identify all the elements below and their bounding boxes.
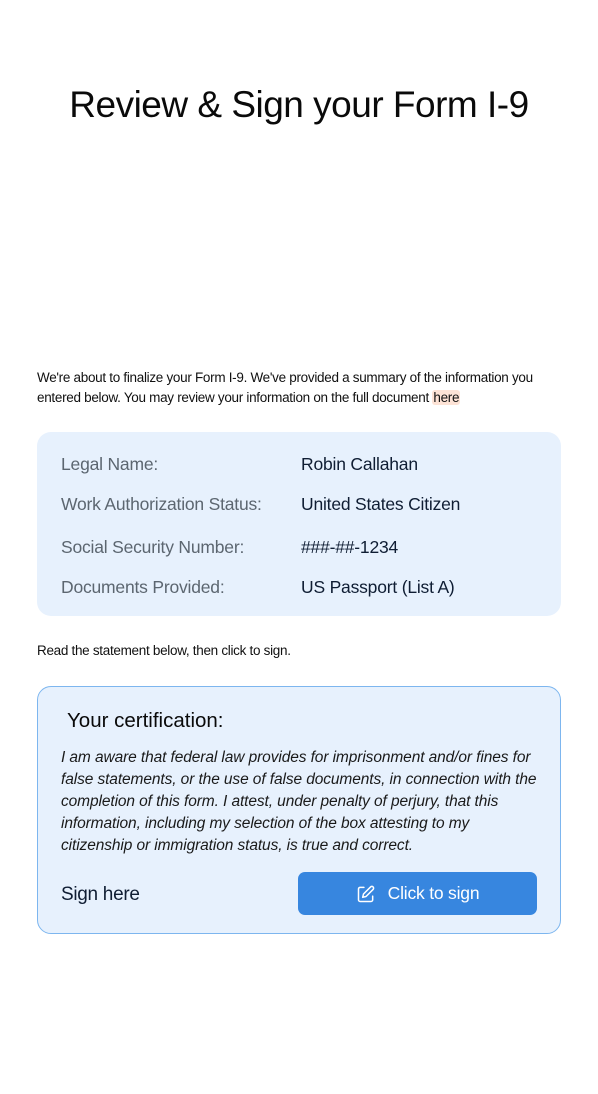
intro-text xyxy=(37,368,567,408)
edit-icon xyxy=(356,884,376,904)
sign-instruction: Read the statement below, then click to sign. xyxy=(37,643,291,658)
summary-label: Work Authorization Status: xyxy=(61,494,262,514)
summary-label: Legal Name: xyxy=(61,454,159,474)
certification-title: Your certification: xyxy=(67,709,224,732)
summary-label: Documents Provided: xyxy=(61,577,225,597)
click-to-sign-label: Click to sign xyxy=(387,883,480,903)
summary-card xyxy=(37,432,561,616)
page-title: Review & Sign your Form I-9 xyxy=(69,84,529,125)
summary-value: ###-##-1234 xyxy=(301,537,399,557)
summary-value: US Passport (List A) xyxy=(301,577,455,597)
intro-body: We're about to finalize your Form I-9. We've provided a summary of the information you entered below. You may review your information on the full document xyxy=(37,370,533,405)
sign-here-label: Sign here xyxy=(61,884,140,905)
summary-label: Social Security Number: xyxy=(61,537,245,557)
summary-value: Robin Callahan xyxy=(301,454,418,474)
full-document-link[interactable]: here xyxy=(433,390,460,405)
click-to-sign-button[interactable] xyxy=(298,872,537,915)
certification-statement: I am aware that federal law provides for imprisonment and/or fines for false statements, or the use of false documents, in connection with the completion of this form. I attest, under penalty of perjury, that this information, including my selection of the box attesting to my citizenship or immigration status, is true and correct. xyxy=(61,749,537,854)
certification-box xyxy=(37,686,561,934)
summary-value: United States Citizen xyxy=(301,494,461,514)
